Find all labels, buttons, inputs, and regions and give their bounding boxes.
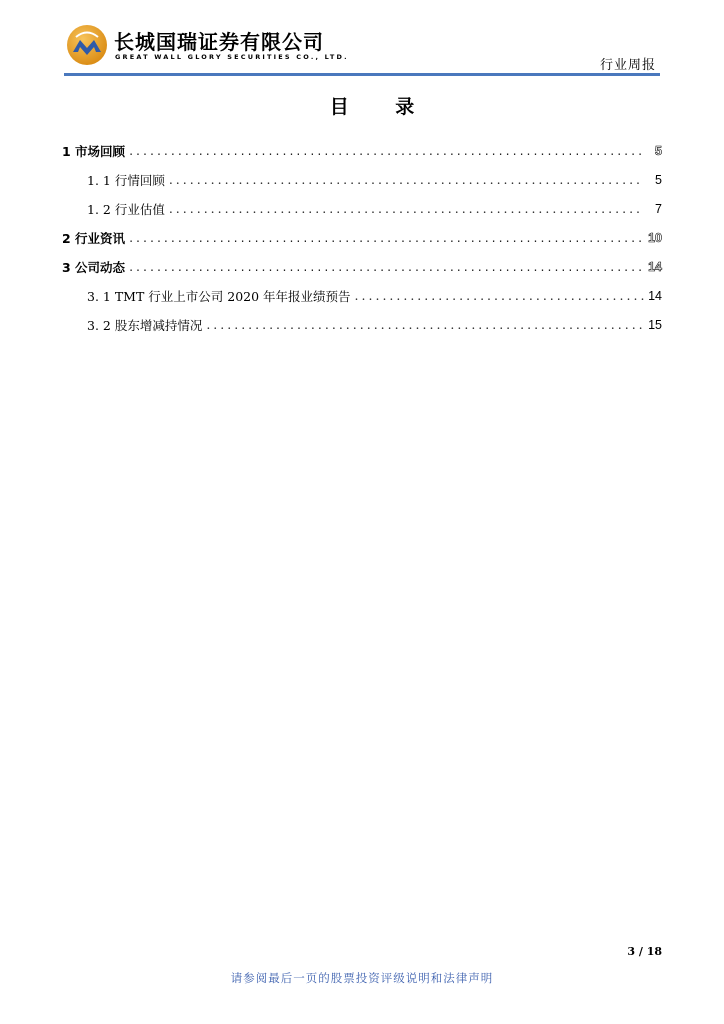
toc-entry[interactable]	[62, 252, 662, 281]
toc-leader	[169, 201, 644, 216]
company-name-en: GREAT WALL GLORY SECURITIES CO., LTD.	[115, 53, 349, 61]
toc-entry-page: 14	[648, 259, 662, 274]
toc-entry-page: 5	[655, 143, 662, 158]
toc-entry-label: 3. 1 TMT 行业上市公司 2020 年年报业绩预告	[87, 288, 351, 304]
toc-leader	[129, 259, 644, 274]
toc-leader	[355, 288, 644, 303]
toc-entry[interactable]	[62, 310, 662, 339]
page-header	[64, 20, 660, 78]
toc-entry[interactable]	[62, 194, 662, 223]
company-name-cn: 长城国瑞证券有限公司	[114, 30, 324, 54]
document-type: 行业周报	[599, 58, 656, 73]
great-wall-glory-logo	[66, 24, 108, 66]
toc-entry[interactable]	[62, 165, 662, 194]
toc-entry-label: 1. 2 行业估值	[87, 201, 165, 217]
toc-title: 目 录	[329, 96, 435, 118]
toc-entry[interactable]	[62, 136, 662, 165]
toc-entry[interactable]	[62, 223, 662, 252]
toc-leader	[206, 317, 644, 332]
toc-entry-page: 5	[655, 172, 662, 187]
footer-disclaimer: 请参阅最后一页的股票投资评级说明和法律声明	[230, 971, 494, 985]
toc-entry[interactable]	[62, 281, 662, 310]
toc-entry-page: 7	[655, 201, 662, 216]
toc-leader	[129, 143, 644, 158]
toc-leader	[129, 230, 644, 245]
toc-entry-label: 2 行业资讯	[62, 230, 126, 246]
toc-entry-label: 1. 1 行情回顾	[87, 172, 165, 188]
toc-entry-page: 10	[648, 230, 662, 245]
table-of-contents	[62, 136, 662, 339]
toc-entry-page: 14	[648, 288, 662, 303]
toc-entry-label: 1 市场回顾	[62, 143, 126, 159]
header-divider	[64, 73, 660, 76]
toc-entry-label: 3 公司动态	[62, 259, 126, 275]
toc-entry-label: 3. 2 股东增减持情况	[87, 317, 203, 333]
toc-leader	[169, 172, 644, 187]
toc-entry-page: 15	[648, 317, 662, 332]
page-number: 3 / 18	[627, 945, 662, 958]
